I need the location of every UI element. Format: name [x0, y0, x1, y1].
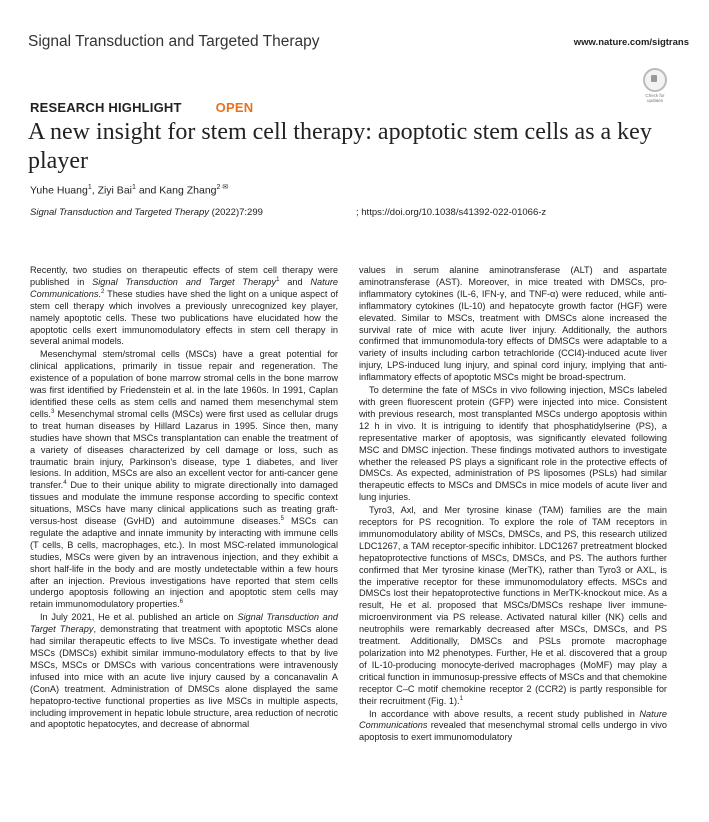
body-paragraph: Mesenchymal stem/stromal cells (MSCs) have a great potential for clinical applications, primarily in tissue repair and regeneration. The existence of a population of bone marrow stromal cells in the bone marrow was first identified by Friedenstein et al. in the late 1960s. In 1991, Caplan identified these cells as stem cells and named them mesenchymal stem cells.$^3$ Mesenchymal stromal cells (MSCs) were first used as cellular drugs to treat human diseases by Hillard Lazarus in 1995. Since then, many studies have shown that MSCs transplantation can enable the treatment of a variety of diseases characterized by cell damage or loss, such as traumatic brain injury, Parkinson's disease, type 1 diabetes, and liver lesions. In addition, MSCs are also an excellent vector for anti-cancer gene transfer.$^4$ Due to their unique ability to migrate directionally into damaged tissues and modulate the immune response according to specific context situations, MSCs have many clinical applications such as treating graft-versus-host disease (GvHD) and autoimmune diseases.$^5$ MSCs can regulate the adaptive and innate immunity by interacting with immune cells (T cells, B cells, macrophages, etc.). In most MSC-related immunological studies, MSCs were given by an intravenous injection, and they exhibit a short half-life in the body and are mostly undetectable within a few hours after an injection. Previous investigations have reported that stem cells undergo apoptosis following an injection and apoptotic stem cells may retain immunomodulatory properties.$^6$	[30, 349, 338, 610]
bookmark-icon	[643, 68, 667, 92]
open-access-badge: OPEN	[215, 100, 254, 115]
author-affiliation: 2 ✉	[216, 184, 229, 191]
article-title: A new insight for stem cell therapy: apoptotic stem cells as a key player	[28, 119, 652, 174]
body-paragraph: In accordance with above results, a recent study published in Nature Communications revealed that mesenchymal stromal cells undergo in vivo apoptosis to exert immunomodulatory	[359, 708, 667, 743]
citation	[30, 207, 263, 218]
citation-volume: (2022)7:299	[211, 207, 263, 218]
article-type-label: RESEARCH HIGHLIGHT	[30, 100, 182, 115]
author-conjunction: and	[138, 184, 157, 197]
body-paragraph: values in serum alanine aminotransferase (ALT) and aspartate aminotransferase (AST). Moreover, in mice treated with DMSCs, pro-inflammatory cytokines (IL-6, IFN-γ, and TNF-α) were reduced, while anti-inflammatory cytokines (IL-10) and hepatocyte growth factor (HGF) were elevated. Similar to MSCs, treatment with DMSCs alone increased the survival rate of mice with acute liver injury. Additionally, the authors confirmed that immunomodula-tory effects of DMSCs were adaptable to a variety of insults including carbon tetrachloride (CCl4)-induced acute liver injury, LPS-induced lung injury, and spinal cord injury, implying that anti-inflammatory effects of apoptotic MSCs might be broad-spectrum.	[359, 265, 667, 383]
citation-journal: Signal Transduction and Targeted Therapy	[30, 207, 210, 218]
journal-name: Signal Transduction and Targeted Therapy	[28, 33, 320, 50]
check-updates-badge[interactable]	[641, 68, 669, 102]
doi-link[interactable]: ; https://doi.org/10.1038/s41392-022-01066-z	[356, 207, 547, 218]
journal-url[interactable]: www.nature.com/sigtrans	[573, 37, 689, 48]
author-affiliation: 1	[132, 184, 136, 191]
author-name[interactable]: Ziyi Bai	[97, 184, 132, 197]
article-type	[30, 100, 253, 115]
body-column-right	[359, 265, 667, 744]
author-name[interactable]: Yuhe Huang	[30, 184, 88, 197]
author-list: Yuhe Huang$^1$, Ziyi Bai$^1$ and Kang Zhang$^{2 ✉}$	[30, 184, 229, 197]
author-affiliation: 1	[87, 184, 92, 191]
body-column-left	[30, 265, 338, 731]
check-updates-label: Check for updates	[645, 93, 665, 103]
body-paragraph: In July 2021, He et al. published an article on Signal Transduction and Target Therapy, demonstrating that treatment with apoptotic MSCs alone had similar therapeutic effects to live MSCs. To investigate whether dead MSCs (DMSCs) exhibit similar immuno-modulatory effects to that by live MSCs, MSCs or DMSCs with various concentrations were intravenously infused into mice with an acute live injury caused by a concanavalin A (ConA) treatment. Administration of DMSCs alone displayed the same hepatopro-tective functional properties as live MSCs in multiple aspects, including improvement in hepatic lobule structure, area reduction of necrotic and apoptotic hepatocytes, and decrease of abnormal	[30, 612, 338, 730]
body-paragraph: To determine the fate of MSCs in vivo following injection, MSCs labeled with green fluorescent protein (GFP) were injected into mice. Consistent with previous research, most transplanted MSCs undergo apoptosis within 12 h in vivo. It is intriguing to identify that phosphatidylserine (PS), a representative marker of apoptosis, was significantly elevated following MSC and DMSC injection. These findings motivated authors to investigate whether the released PS plays a significant role in the protective effects of DMSCs. As expected, administration of PS liposomes (PSLs) had similar therapeutic effects to MSCs and DMSCs in mice models of acute liver and lung injuries.	[359, 385, 667, 503]
author-name[interactable]: Kang Zhang	[159, 184, 217, 197]
body-paragraph: Tyro3, Axl, and Mer tyrosine kinase (TAM) families are the main receptors for PS recognition. To explore the role of TAM receptors in immunomodulatory ability of MSCs, DMSCs, and PS, this research utilized LDC1267, a TAM receptor-specific inhibitor. LDC1267 pretreatment blocked hepatoprotective functions of MSCs, DMSCs, and PS. The authors further confirmed that Mer tyrosine kinase (MerTK), rather than Tyro3 or AXL, is the imperative receptor for these immunomodulatory effects. MSCs and DMSCs lost their hepatoprotective functions in MerTK-knockout mice. As a result, He et al. proposed that MSCs/DMSCs reshape liver immune-microenvironment via PS release. Activated natural killer (NK) cells and neutrophils were remarkably decreased after MSCs, DMSCs, and PS treatment. Additionally, DMSCs and PSLs promote macrophage polarization into M2 phenotypes. Further, He et al. discovered that a group of IL-10-producing monocyte-derived macrophages (MoMF) may play a critical function in immunosup-pressive effects of MSCs and that chemokine receptor C–C motif chemokine receptor 2 (CCR2) is partly responsible for their recruitment (Fig. 1).$^1$	[359, 505, 667, 706]
body-paragraph: Recently, two studies on therapeutic effects of stem cell therapy were published in Signal Transduction and Target Therapy$^1$ and Nature Communications.$^2$ These studies have shed the light on a unique aspect of stem cell therapy which involves a previously unrecognized key player, namely apoptotic cells. These two publications have elucidated how the apoptotic cells exert immunomodulatory effects in stem cell therapy in several animal models.	[30, 265, 338, 347]
